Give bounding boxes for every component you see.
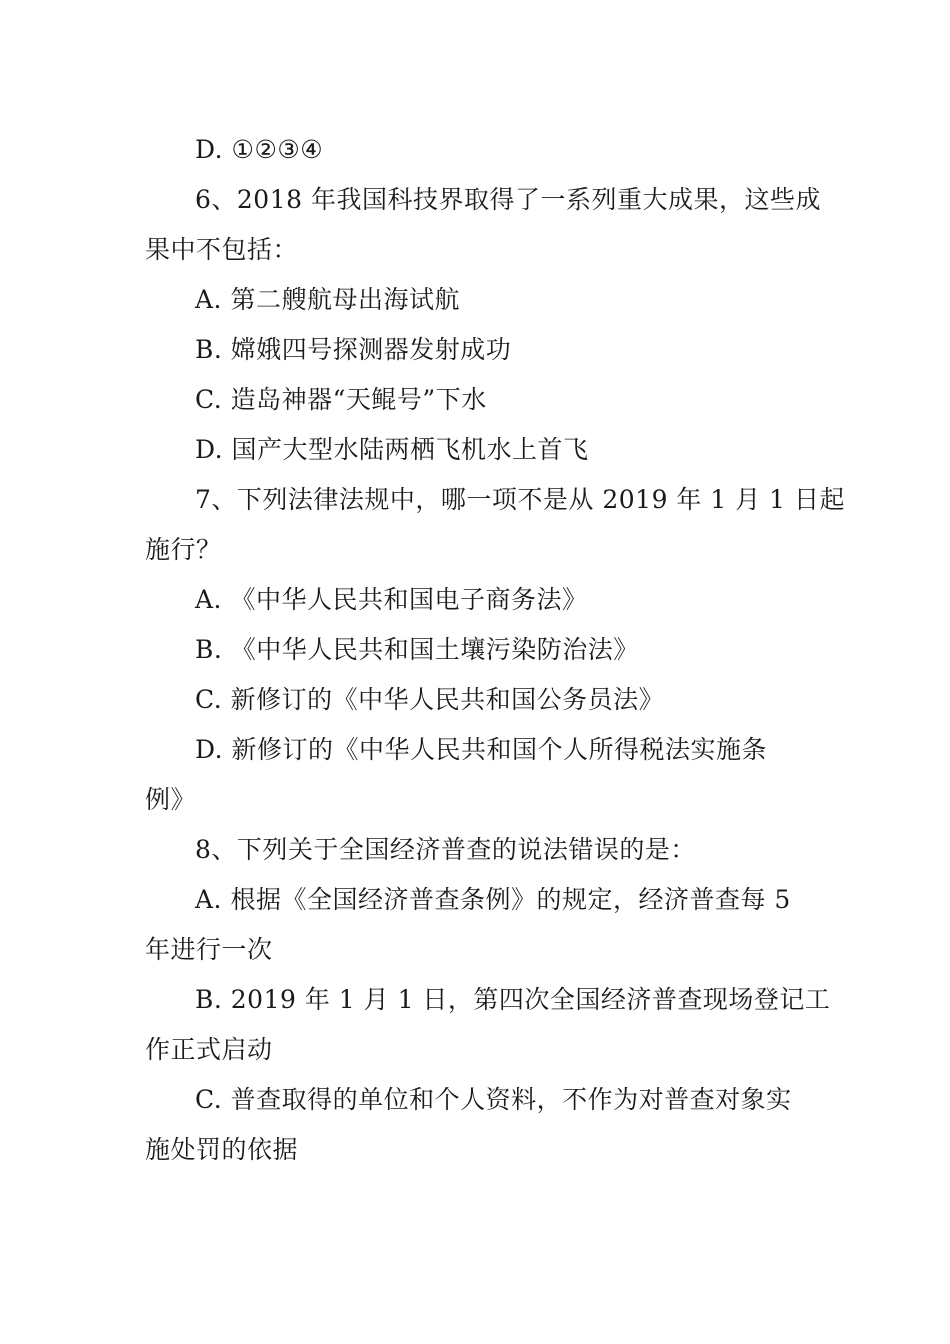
question-6-line-1: 6、2018 年我国科技界取得了一系列重大成果，这些成 [195, 185, 821, 214]
option-7c: C. 新修订的《中华人民共和国公务员法》 [195, 685, 665, 714]
option-8c-line-1: C. 普查取得的单位和个人资料，不作为对普查对象实 [195, 1085, 792, 1114]
option-6d: D. 国产大型水陆两栖飞机水上首飞 [195, 435, 589, 464]
question-6-line-2: 果中不包括： [145, 235, 299, 264]
option-8b-line-1: B. 2019 年 1 月 1 日，第四次全国经济普查现场登记工 [195, 985, 831, 1014]
option-7d-line-1: D. 新修订的《中华人民共和国个人所得税法实施条 [195, 735, 768, 764]
option-5d: D. ①②③④ [195, 135, 324, 164]
option-6c: C. 造岛神器“天鲲号”下水 [195, 385, 487, 414]
question-7-line-2: 施行？ [145, 535, 222, 564]
option-8c-line-2: 施处罚的依据 [145, 1135, 299, 1164]
document-body [145, 125, 846, 1175]
option-6a: A. 第二艘航母出海试航 [195, 285, 460, 314]
option-8a-line-2: 年进行一次 [145, 935, 273, 964]
option-6b: B. 嫦娥四号探测器发射成功 [195, 335, 512, 364]
option-7d-line-2: 例》 [145, 785, 197, 814]
question-7-line-1: 7、下列法律法规中，哪一项不是从 2019 年 1 月 1 日起 [195, 485, 846, 514]
option-8b-line-2: 作正式启动 [145, 1035, 273, 1064]
option-7a: A. 《中华人民共和国电子商务法》 [195, 585, 588, 614]
option-8a-line-1: A. 根据《全国经济普查条例》的规定，经济普查每 5 [195, 885, 791, 914]
option-7b: B. 《中华人民共和国土壤污染防治法》 [195, 635, 639, 664]
question-8: 8、下列关于全国经济普查的说法错误的是： [195, 835, 696, 864]
